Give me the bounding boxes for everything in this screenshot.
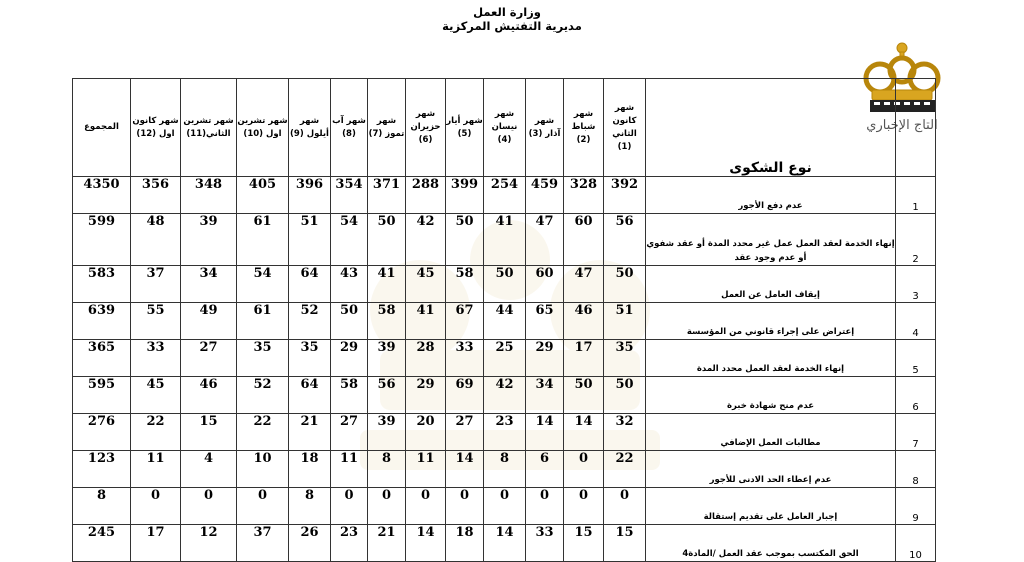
month-value: 51 (289, 214, 331, 266)
column-header: شهر كانون الثاني (1) (604, 79, 646, 177)
column-header: شهر حزيران (6) (406, 79, 446, 177)
month-value: 42 (484, 377, 526, 414)
month-value: 15 (181, 414, 237, 451)
month-value: 52 (237, 377, 289, 414)
month-value: 25 (484, 340, 526, 377)
month-value: 14 (526, 414, 564, 451)
table-row (73, 414, 936, 451)
complaint-type: إجبار العامل على تقديم إستقالة (646, 488, 896, 525)
month-value: 14 (484, 525, 526, 562)
month-value: 6 (526, 451, 564, 488)
logo-text: التاج الإخباري (866, 118, 938, 133)
month-value: 33 (131, 340, 181, 377)
month-value: 56 (604, 214, 646, 266)
row-number: 7 (896, 414, 936, 451)
column-header: شهر تشرين اول (10) (237, 79, 289, 177)
row-total: 639 (73, 303, 131, 340)
row-total: 123 (73, 451, 131, 488)
table-row (73, 303, 936, 340)
month-value: 0 (484, 488, 526, 525)
month-value: 0 (181, 488, 237, 525)
month-value: 55 (131, 303, 181, 340)
month-value: 0 (131, 488, 181, 525)
row-total: 599 (73, 214, 131, 266)
month-value: 288 (406, 177, 446, 214)
ministry-title: وزارة العمل (473, 5, 541, 19)
row-number: 8 (896, 451, 936, 488)
row-number: 4 (896, 303, 936, 340)
month-value: 0 (237, 488, 289, 525)
month-value: 35 (604, 340, 646, 377)
month-value: 58 (368, 303, 406, 340)
month-value: 23 (331, 525, 368, 562)
month-value: 254 (484, 177, 526, 214)
month-value: 354 (331, 177, 368, 214)
month-value: 14 (564, 414, 604, 451)
month-value: 29 (406, 377, 446, 414)
row-number-header (896, 79, 936, 177)
month-value: 51 (604, 303, 646, 340)
month-value: 64 (289, 266, 331, 303)
month-value: 50 (331, 303, 368, 340)
month-value: 50 (446, 214, 484, 266)
total-header: المجموع (73, 79, 131, 177)
month-value: 8 (484, 451, 526, 488)
month-value: 37 (131, 266, 181, 303)
month-value: 33 (446, 340, 484, 377)
month-value: 54 (331, 214, 368, 266)
month-value: 67 (446, 303, 484, 340)
month-value: 17 (564, 340, 604, 377)
column-header: شهر آب (8) (331, 79, 368, 177)
row-number: 1 (896, 177, 936, 214)
column-header: شهر أيار (5) (446, 79, 484, 177)
column-header: شهر تموز (7) (368, 79, 406, 177)
month-value: 39 (368, 340, 406, 377)
complaint-type: عدم دفع الأجور (646, 177, 896, 214)
month-value: 41 (484, 214, 526, 266)
month-value: 0 (564, 451, 604, 488)
month-value: 42 (406, 214, 446, 266)
table-row (73, 488, 936, 525)
row-number: 2 (896, 214, 936, 266)
month-value: 50 (564, 377, 604, 414)
row-total: 245 (73, 525, 131, 562)
month-value: 0 (564, 488, 604, 525)
month-value: 45 (406, 266, 446, 303)
table-row (73, 214, 936, 266)
month-value: 21 (368, 525, 406, 562)
month-value: 26 (289, 525, 331, 562)
complaint-type: عدم منح شهادة خبرة (646, 377, 896, 414)
header-row (73, 79, 936, 177)
month-value: 14 (406, 525, 446, 562)
month-value: 4 (181, 451, 237, 488)
month-value: 49 (181, 303, 237, 340)
month-value: 34 (181, 266, 237, 303)
month-value: 32 (604, 414, 646, 451)
complaint-type-header: نوع الشكوى (646, 79, 896, 177)
row-number: 6 (896, 377, 936, 414)
month-value: 52 (289, 303, 331, 340)
month-value: 35 (237, 340, 289, 377)
month-value: 27 (181, 340, 237, 377)
month-value: 61 (237, 303, 289, 340)
month-value: 37 (237, 525, 289, 562)
month-value: 14 (446, 451, 484, 488)
month-value: 58 (446, 266, 484, 303)
month-value: 33 (526, 525, 564, 562)
month-value: 44 (484, 303, 526, 340)
month-value: 48 (131, 214, 181, 266)
row-number: 9 (896, 488, 936, 525)
month-value: 356 (131, 177, 181, 214)
complaint-type: إنهاء الخدمة لعقد العمل محدد المدة (646, 340, 896, 377)
row-total: 4350 (73, 177, 131, 214)
directorate-title: مديرية التفتيش المركزية (442, 19, 582, 33)
month-value: 50 (604, 377, 646, 414)
month-value: 18 (446, 525, 484, 562)
month-value: 11 (131, 451, 181, 488)
month-value: 0 (604, 488, 646, 525)
month-value: 328 (564, 177, 604, 214)
month-value: 10 (237, 451, 289, 488)
table-row (73, 377, 936, 414)
month-value: 21 (289, 414, 331, 451)
row-total: 583 (73, 266, 131, 303)
month-value: 41 (368, 266, 406, 303)
row-total: 276 (73, 414, 131, 451)
month-value: 0 (368, 488, 406, 525)
month-value: 0 (406, 488, 446, 525)
month-value: 27 (331, 414, 368, 451)
month-value: 61 (237, 214, 289, 266)
row-number: 3 (896, 266, 936, 303)
complaint-type: إيقاف العامل عن العمل (646, 266, 896, 303)
month-value: 60 (526, 266, 564, 303)
month-value: 50 (368, 214, 406, 266)
month-value: 39 (368, 414, 406, 451)
month-value: 11 (331, 451, 368, 488)
month-value: 47 (526, 214, 564, 266)
month-value: 15 (564, 525, 604, 562)
month-value: 64 (289, 377, 331, 414)
complaints-table (72, 78, 936, 562)
month-value: 29 (331, 340, 368, 377)
month-value: 54 (237, 266, 289, 303)
table-row (73, 451, 936, 488)
month-value: 8 (289, 488, 331, 525)
month-value: 28 (406, 340, 446, 377)
month-value: 23 (484, 414, 526, 451)
table-row (73, 525, 936, 562)
month-value: 22 (131, 414, 181, 451)
month-value: 22 (604, 451, 646, 488)
month-value: 12 (181, 525, 237, 562)
month-value: 69 (446, 377, 484, 414)
complaint-type: عدم إعطاء الحد الادنى للأجور (646, 451, 896, 488)
row-total: 595 (73, 377, 131, 414)
month-value: 56 (368, 377, 406, 414)
month-value: 41 (406, 303, 446, 340)
month-value: 39 (181, 214, 237, 266)
month-value: 18 (289, 451, 331, 488)
column-header: شهر تشرين الثاني(11) (181, 79, 237, 177)
month-value: 50 (604, 266, 646, 303)
table-row (73, 266, 936, 303)
complaint-type: الحق المكتسب بموجب عقد العمل /المادة4 (646, 525, 896, 562)
month-value: 405 (237, 177, 289, 214)
month-value: 20 (406, 414, 446, 451)
month-value: 27 (446, 414, 484, 451)
month-value: 34 (526, 377, 564, 414)
table-row (73, 340, 936, 377)
month-value: 392 (604, 177, 646, 214)
complaint-type: إنهاء الخدمة لعقد العمل عمل غير محدد المدة أو عقد شفوي أو عدم وجود عقد (646, 214, 896, 266)
month-value: 396 (289, 177, 331, 214)
month-value: 45 (131, 377, 181, 414)
month-value: 50 (484, 266, 526, 303)
month-value: 58 (331, 377, 368, 414)
month-value: 15 (604, 525, 646, 562)
month-value: 0 (446, 488, 484, 525)
row-number: 10 (896, 525, 936, 562)
month-value: 371 (368, 177, 406, 214)
month-value: 22 (237, 414, 289, 451)
row-total: 8 (73, 488, 131, 525)
month-value: 0 (526, 488, 564, 525)
month-value: 0 (331, 488, 368, 525)
row-number: 5 (896, 340, 936, 377)
month-value: 17 (131, 525, 181, 562)
column-header: شهر أيلول (9) (289, 79, 331, 177)
complaint-type: مطالبات العمل الإضافي (646, 414, 896, 451)
month-value: 43 (331, 266, 368, 303)
month-value: 399 (446, 177, 484, 214)
month-value: 459 (526, 177, 564, 214)
column-header: شهر نيسان (4) (484, 79, 526, 177)
row-total: 365 (73, 340, 131, 377)
month-value: 60 (564, 214, 604, 266)
month-value: 47 (564, 266, 604, 303)
column-header: شهر شباط (2) (564, 79, 604, 177)
column-header: شهر كانون اول (12) (131, 79, 181, 177)
month-value: 8 (368, 451, 406, 488)
month-value: 35 (289, 340, 331, 377)
month-value: 46 (181, 377, 237, 414)
month-value: 29 (526, 340, 564, 377)
month-value: 348 (181, 177, 237, 214)
month-value: 11 (406, 451, 446, 488)
complaint-type: إعتراض على إجراء قانوني من المؤسسة (646, 303, 896, 340)
month-value: 46 (564, 303, 604, 340)
table-row (73, 177, 936, 214)
month-value: 65 (526, 303, 564, 340)
column-header: شهر آذار (3) (526, 79, 564, 177)
